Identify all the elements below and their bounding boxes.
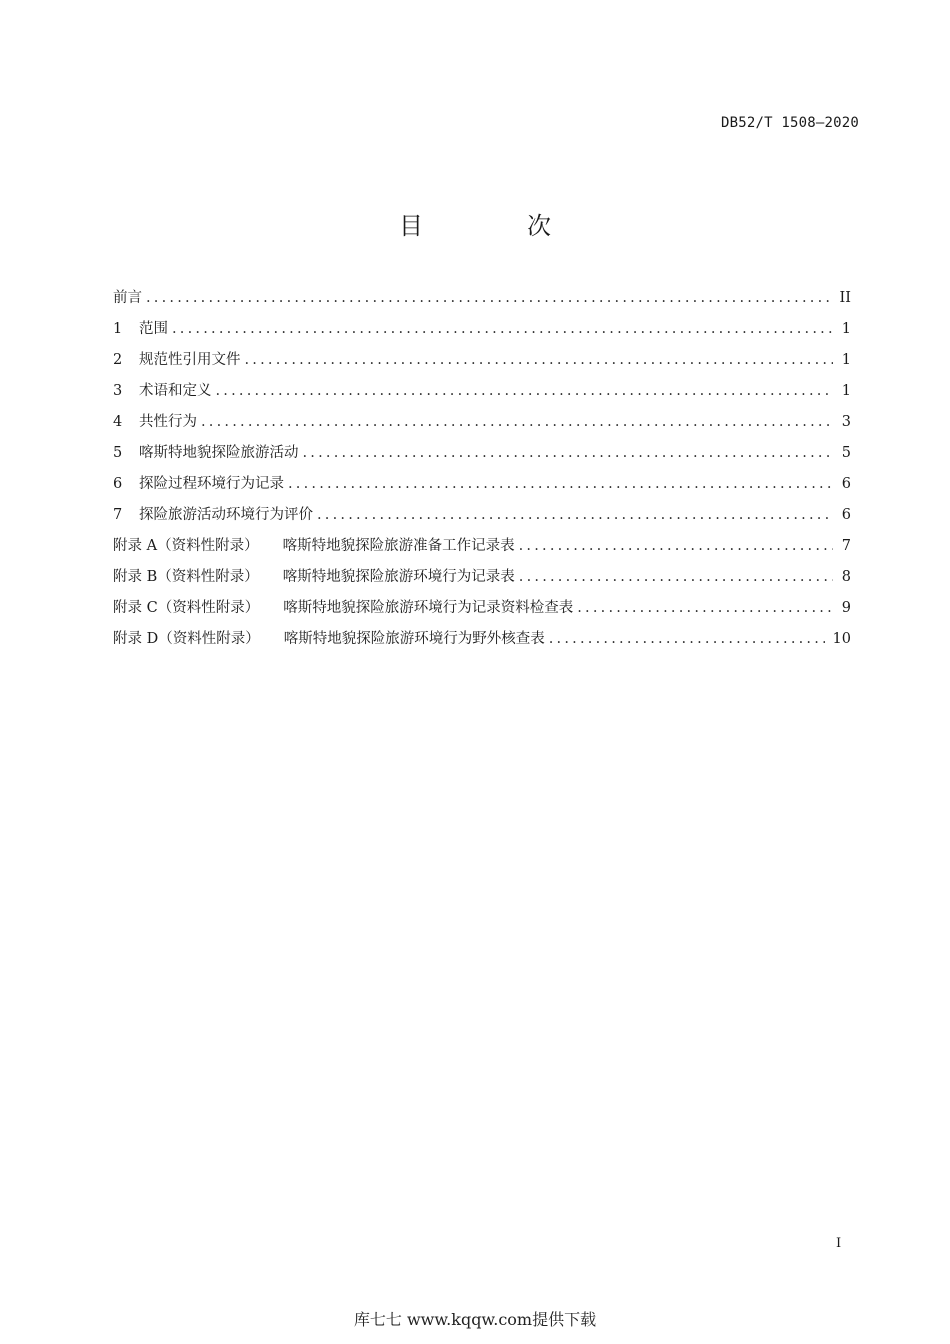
toc-leader-dots <box>317 507 833 523</box>
toc-leader-dots <box>519 569 833 585</box>
toc-entry-page: 10 <box>832 631 851 647</box>
footer-watermark: 库七七 www.kqqw.com提供下载 <box>353 1310 597 1329</box>
toc-entry-page: 7 <box>841 538 851 554</box>
toc-entry-1[interactable] <box>113 317 851 348</box>
toc-leader-dots <box>549 631 825 647</box>
toc-entry-number: 5 <box>113 445 123 461</box>
toc-appendix-title: 喀斯特地貌探险旅游环境行为记录资料检查表 <box>283 600 574 616</box>
toc-leader-dots <box>577 600 833 616</box>
toc-appendix-d[interactable] <box>113 627 851 658</box>
toc-entry-page: 5 <box>841 445 851 461</box>
toc-entry-number: 1 <box>113 321 123 337</box>
toc-leader-dots <box>303 445 834 461</box>
doc-code: DB52/T 1508—2020 <box>720 115 859 131</box>
toc-leader-dots <box>288 476 833 492</box>
toc-entry-page: 1 <box>841 321 851 337</box>
toc-entry-number: 4 <box>113 414 123 430</box>
toc-appendix-c[interactable] <box>113 596 851 627</box>
toc-leader-dots <box>216 383 834 399</box>
toc-entry-number: 6 <box>113 476 123 492</box>
toc-entry-label: 术语和定义 <box>139 383 212 399</box>
toc-entry-number: 3 <box>113 383 123 399</box>
toc-title: 目 次 <box>399 212 591 240</box>
toc-appendix-a[interactable] <box>113 534 851 565</box>
toc-entry-label: 喀斯特地貌探险旅游活动 <box>139 445 299 461</box>
toc-entry-page: 6 <box>841 507 851 523</box>
toc-entry-label: 规范性引用文件 <box>139 352 241 368</box>
toc-leader-dots <box>245 352 834 368</box>
toc-entry-page: 9 <box>841 600 851 616</box>
toc-entry-label: 探险过程环境行为记录 <box>139 476 284 492</box>
toc-entry-4[interactable] <box>113 410 851 441</box>
page-number: I <box>836 1236 842 1251</box>
toc-entry-label: 探险旅游活动环境行为评价 <box>139 507 313 523</box>
toc-entry-foreword[interactable] <box>113 286 851 317</box>
toc-appendix-id: 附录 C（资料性附录） <box>113 600 260 616</box>
toc-appendix-title: 喀斯特地貌探险旅游准备工作记录表 <box>282 538 515 554</box>
toc-leader-dots <box>201 414 833 430</box>
toc-entry-page: 1 <box>841 383 851 399</box>
toc-entry-page: II <box>839 290 851 306</box>
toc-entry-7[interactable] <box>113 503 851 534</box>
toc-appendix-b[interactable] <box>113 565 851 596</box>
toc-appendix-id: 附录 D（资料性附录） <box>113 631 260 647</box>
toc-appendix-id: 附录 B（资料性附录） <box>113 569 259 585</box>
toc-entry-label: 共性行为 <box>139 414 197 430</box>
toc-entry-6[interactable] <box>113 472 851 503</box>
toc-entry-5[interactable] <box>113 441 851 472</box>
toc-entry-page: 3 <box>841 414 851 430</box>
toc-entry-2[interactable] <box>113 348 851 379</box>
toc-entry-label: 范围 <box>139 321 168 337</box>
toc-entry-number: 2 <box>113 352 123 368</box>
toc-entry-label: 前言 <box>113 290 142 306</box>
toc-appendix-id: 附录 A（资料性附录） <box>113 538 259 554</box>
toc-entry-page: 1 <box>841 352 851 368</box>
toc-entry-3[interactable] <box>113 379 851 410</box>
table-of-contents <box>113 286 851 658</box>
toc-leader-dots <box>146 290 832 306</box>
toc-leader-dots <box>519 538 833 554</box>
toc-leader-dots <box>172 321 833 337</box>
toc-entry-number: 7 <box>113 507 123 523</box>
toc-appendix-title: 喀斯特地貌探险旅游环境行为记录表 <box>282 569 515 585</box>
toc-entry-page: 6 <box>841 476 851 492</box>
toc-entry-page: 8 <box>841 569 851 585</box>
toc-appendix-title: 喀斯特地貌探险旅游环境行为野外核查表 <box>283 631 545 647</box>
